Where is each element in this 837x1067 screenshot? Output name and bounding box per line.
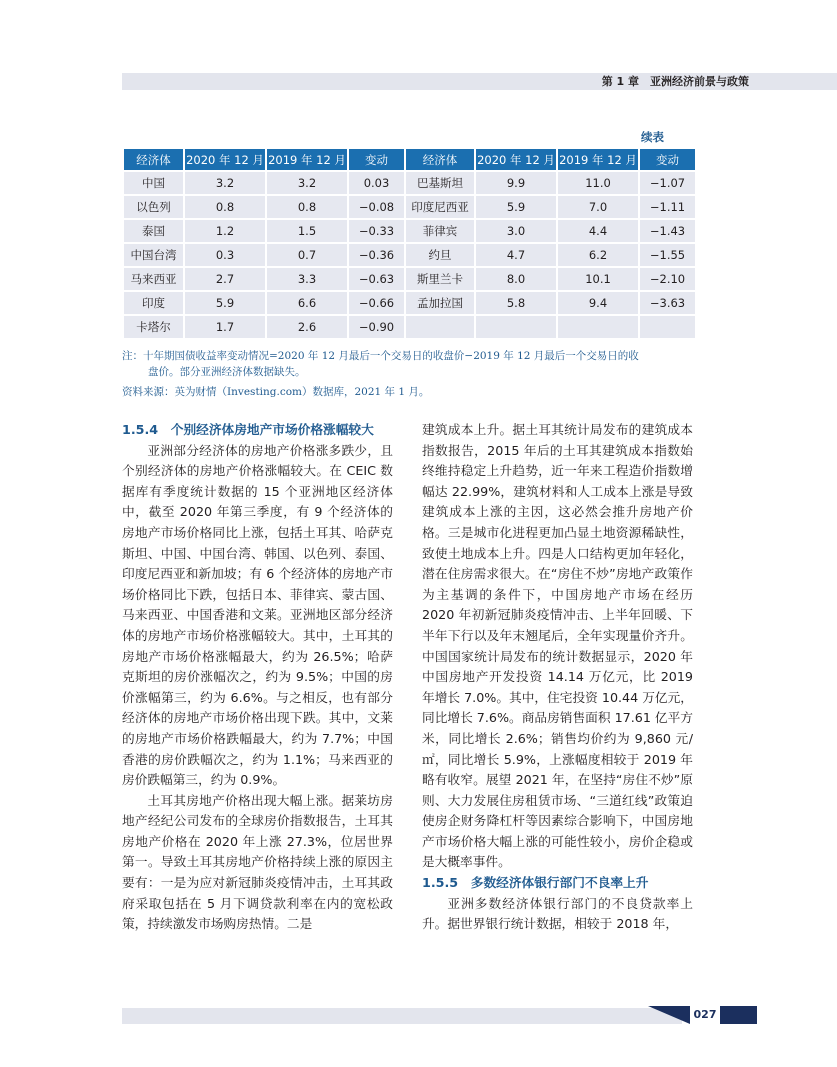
table-cell: 5.8: [476, 292, 556, 314]
table-cell: 中国台湾: [124, 244, 183, 266]
table-cell: 10.1: [558, 268, 638, 290]
table-cell: −2.10: [640, 268, 695, 290]
table-cell: 5.9: [476, 196, 556, 218]
table-cell: 以色列: [124, 196, 183, 218]
table-cell: 7.0: [558, 196, 638, 218]
table-cell: −0.63: [349, 268, 404, 290]
table-cell: 中国: [124, 172, 183, 194]
table-cell: 泰国: [124, 220, 183, 242]
table-cell: 卡塔尔: [124, 316, 183, 338]
table-cell: 3.2: [185, 172, 265, 194]
page-number: 027: [690, 1006, 720, 1024]
table-cell: −1.55: [640, 244, 695, 266]
table-cell: 5.9: [185, 292, 265, 314]
table-cell: 巴基斯坦: [406, 172, 474, 194]
table-cell: 6.2: [558, 244, 638, 266]
paragraph: 亚洲多数经济体银行部门的不良贷款率上升。据世界银行统计数据，相较于 2018 年，: [422, 895, 693, 932]
column-header: 2019 年 12 月: [267, 149, 347, 170]
table-row: [124, 220, 695, 242]
table-caption: 续表: [641, 130, 664, 144]
table-cell: −0.08: [349, 196, 404, 218]
column-header: 2020 年 12 月: [476, 149, 556, 170]
table-cell: 11.0: [558, 172, 638, 194]
paragraph: 土耳其房地产价格出现大幅上涨。据莱坊房地产经纪公司发布的全球房价指数报告，土耳其房地产价格在 2020 年上涨 27.3%，位居世界第一。导致土耳其房地产价格持续上涨的原因主要有：一是为应对新冠肺炎疫情冲击，土耳其政府采取包括在 5 月下调贷款利率在内的宽松政策，持续激发市场购房热情。二是: [122, 792, 393, 932]
table-cell: 4.4: [558, 220, 638, 242]
table-cell: 菲律宾: [406, 220, 474, 242]
table-cell: 0.8: [185, 196, 265, 218]
table-cell: 1.2: [185, 220, 265, 242]
chapter-title: 第 1 章 亚洲经济前景与政策: [601, 75, 749, 88]
paragraph: 建筑成本上升。据土耳其统计局发布的建筑成本指数报告，2015 年后的土耳其建筑成本指数始终维持稳定上升趋势，近一年来工程造价指数增幅达 22.99%，建筑材料和人工成本上涨是导致建筑成本上涨的主因，这必然会推升房地产价格。三是城市化进程更加凸显土地资源稀缺性，致使土地成本上升。四是人口结构更加年轻化，潜在住房需求很大。在“房住不炒”房地产政策作为主基调的条件下，中国房地产市场在经历 2020 年初新冠肺炎疫情冲击、上半年回暖、下半年下行以及年末翘尾后，全年实现量价齐升。中国国家统计局发布的统计数据显示，2020 年中国房地产开发投资 14.14 万亿元，比 2019 年增长 7.0%。其中，住宅投资 10.44 万亿元，同比增长 7.6%。商品房销售面积 17.61 亿平方米，同比增长 2.6%；销售均价约为 9,860 元/㎡，同比增长 5.9%，上涨幅度相较于 2019 年略有收窄。展望 2021 年，在坚持“房住不炒”原则、大力发展住房租赁市场、“三道红线”政策迫使房企财务降杠杆等因素综合影响下，中国房地产市场价格大幅上涨的可能性较小，房价企稳或是大概率事件。: [422, 422, 693, 870]
table-cell: 马来西亚: [124, 268, 183, 290]
table-cell: 0.8: [267, 196, 347, 218]
table-cell: −0.90: [349, 316, 404, 338]
table-header-row: [124, 149, 695, 170]
table-note: 注：十年期国债收益率变动情况=2020 年 12 月最后一个交易日的收盘价−2019 年 12 月最后一个交易日的收: [122, 350, 639, 362]
table-cell: 3.3: [267, 268, 347, 290]
table-row: [124, 196, 695, 218]
left-column: [122, 420, 393, 935]
table-cell: 孟加拉国: [406, 292, 474, 314]
table-cell: −1.11: [640, 196, 695, 218]
table-cell: 印度: [124, 292, 183, 314]
table-cell: 3.0: [476, 220, 556, 242]
table-cell: [476, 316, 556, 338]
table-cell: [640, 316, 695, 338]
table-cell: 印度尼西亚: [406, 196, 474, 218]
column-header: 变动: [640, 149, 695, 170]
table-cell: 9.9: [476, 172, 556, 194]
bond-yield-table: [122, 147, 697, 340]
right-column: [422, 420, 693, 935]
column-header: 2020 年 12 月: [185, 149, 265, 170]
table-body: [124, 172, 695, 338]
table-cell: 0.03: [349, 172, 404, 194]
table-row: [124, 268, 695, 290]
column-header: 经济体: [406, 149, 474, 170]
table-row: [124, 172, 695, 194]
table-cell: 9.4: [558, 292, 638, 314]
table-cell: −1.43: [640, 220, 695, 242]
table-cell: 4.7: [476, 244, 556, 266]
paragraph: 亚洲部分经济体的房地产价格涨多跌少，且个别经济体的房地产价格涨幅较大。在 CEIC 数据库有季度统计数据的 15 个亚洲地区经济体中，截至 2020 年第三季度，有 9 个经济体的房地产市场价格同比上涨，包括土耳其、哈萨克斯坦、中国、中国台湾、韩国、以色列、泰国、印度尼西亚和新加坡；有 6 个经济体的房地产市场价格同比下跌，包括日本、菲律宾、蒙古国、马来西亚、中国香港和文莱。亚洲地区部分经济体的房地产市场价格涨幅较大。其中，土耳其的房地产市场价格涨幅最大，约为 26.5%；哈萨克斯坦的房价涨幅次之，约为 9.5%；中国的房价涨幅第三，约为 6.6%。与之相反，也有部分经济体的房地产市场价格出现下跌。其中，文莱的房地产市场价格跌幅最大，约为 7.7%；中国香港的房价跌幅次之，约为 1.1%；马来西亚的房价跌幅第三，约为 0.9%。: [122, 442, 393, 788]
section-heading-1-5-5: 1.5.5 多数经济体银行部门不良率上升: [422, 875, 649, 891]
table-cell: [558, 316, 638, 338]
table-note-continued: 盘价。部分亚洲经济体数据缺失。: [148, 366, 306, 378]
table-cell: 8.0: [476, 268, 556, 290]
footer-bar: [122, 1008, 682, 1024]
table-cell: 0.7: [267, 244, 347, 266]
table-cell: 1.7: [185, 316, 265, 338]
table-row: [124, 244, 695, 266]
table-cell: −0.36: [349, 244, 404, 266]
column-header: 经济体: [124, 149, 183, 170]
table-cell: 0.3: [185, 244, 265, 266]
table-cell: 2.7: [185, 268, 265, 290]
table-cell: 3.2: [267, 172, 347, 194]
footer-decoration: [648, 1006, 690, 1024]
table-cell: [406, 316, 474, 338]
table-source: 资料来源：英为财情（Investing.com）数据库，2021 年 1 月。: [122, 386, 430, 398]
table-row: [124, 316, 695, 338]
table-cell: 约旦: [406, 244, 474, 266]
column-header: 变动: [349, 149, 404, 170]
table-cell: 2.6: [267, 316, 347, 338]
table-cell: −3.63: [640, 292, 695, 314]
table-cell: 1.5: [267, 220, 347, 242]
table-cell: −0.66: [349, 292, 404, 314]
table-cell: 斯里兰卡: [406, 268, 474, 290]
table-cell: −0.33: [349, 220, 404, 242]
column-header: 2019 年 12 月: [558, 149, 638, 170]
table-cell: 6.6: [267, 292, 347, 314]
table-row: [124, 292, 695, 314]
section-heading-1-5-4: 1.5.4 个别经济体房地产市场价格涨幅较大: [122, 422, 374, 437]
table-cell: −1.07: [640, 172, 695, 194]
